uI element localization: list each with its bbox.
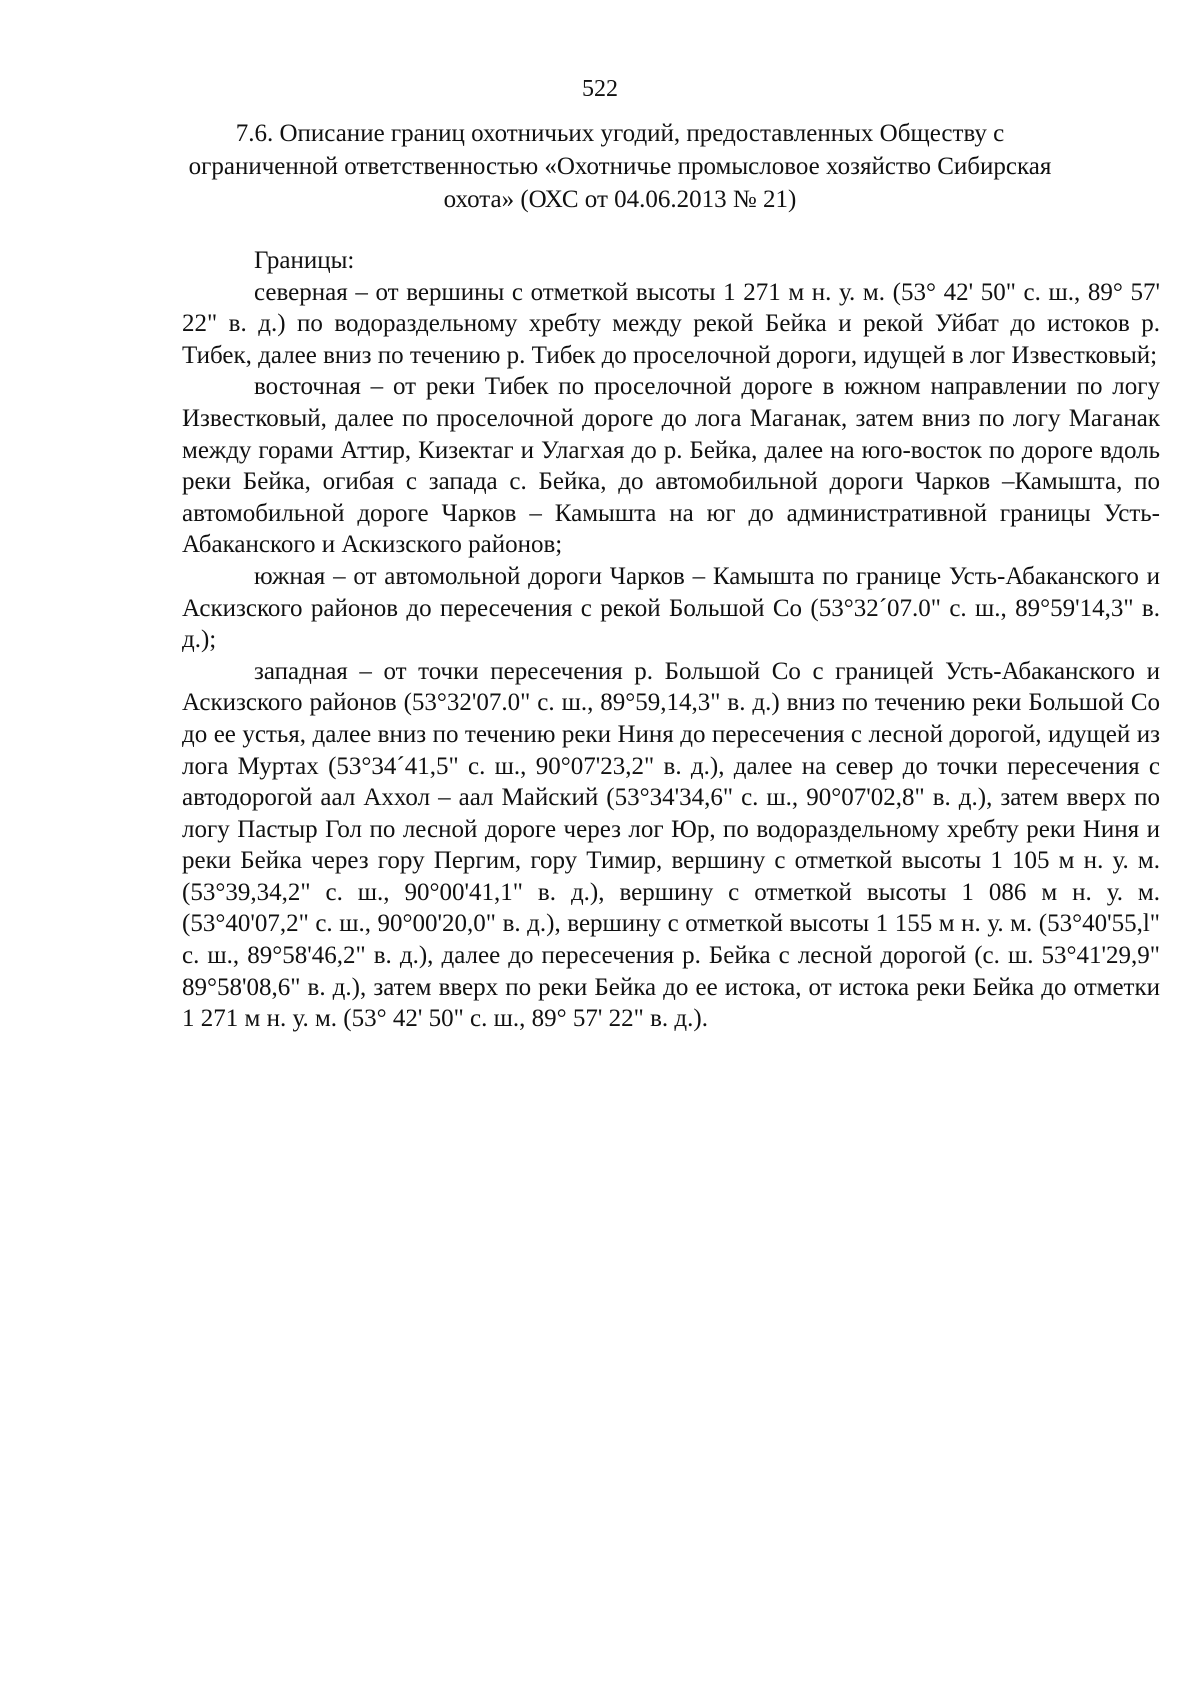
page-number: 522	[582, 76, 618, 102]
paragraph-south-boundary: южная – от автомольной дороги Чарков – Камышта по границе Усть-Абаканского и Аскизского районов до пересечения с рекой Большой Со (53°32´07.0" с. ш., 89°59'14,3" в. д.);	[182, 562, 1160, 654]
document-body	[182, 245, 1160, 1035]
heading-line-1: 7.6. Описание границ охотничьих угодий, предоставленных Обществу с	[235, 120, 1005, 147]
paragraph-east-boundary: восточная – от реки Тибек по проселочной дороге в южном направлении по логу Известковый, далее по проселочной дороге до лога Маганак, затем вниз по логу Маганак между горами Аттир, Кизектаг и Улагхая до р. Бейка, далее на юго-восток по дороге вдоль реки Бейка, огибая с запада с. Бейка, до автомобильной дороги Чарков –Камышта, по автомобильной дороге Чарков – Камышта на юг до административной границы Усть-Абаканского и Аскизского районов;	[182, 373, 1160, 559]
paragraph-north-boundary: северная – от вершины с отметкой высоты 1 271 м н. у. м. (53° 42' 50" с. ш., 89° 57' 22" в. д.) по водораздельному хребту между рекой Бейка и рекой Уйбат до истоков р. Тибек, далее вниз по течению р. Тибек до проселочной дороги, идущей в лог Известковый;	[182, 278, 1160, 369]
paragraph-west-boundary: западная – от точки пересечения р. Большой Со с границей Усть-Абаканского и Аскизского районов (53°32'07.0" с. ш., 89°59,14,3" в. д.) вниз по течению реки Большой Со до ее устья, далее вниз по течению реки Ниня до пересечения с лесной дорогой, идущей из лога Муртах (53°34´41,5" с. ш., 90°07'23,2" в. д.), далее на север до точки пересечения с автодорогой аал Аххол – аал Майский (53°34'34,6" с. ш., 90°07'02,8" в. д.), затем вверх по логу Пастыр Гол по лесной дороге через лог Юр, по водораздельному хребту реки Ниня и реки Бейка через гору Пергим, гору Тимир, вершину с отметкой высоты 1 105 м н. у. м.(53°39,34,2" с. ш., 90°00'41,1" в. д.), вершину с отметкой высоты 1 086 м н. у. м. (53°40'07,2" с. ш., 90°00'20,0" в. д.), вершину с отметкой высоты 1 155 м н. у. м. (53°40'55,l" с. ш., 89°58'46,2" в. д.), далее до пересечения р. Бейка с лесной дорогой (с. ш. 53°41'29,9" 89°58'08,6" в. д.), затем вверх по реки Бейка до ее истока, от истока реки Бейка до отметки 1 271 м н. у. м. (53° 42' 50" с. ш., 89° 57' 22" в. д.).	[182, 657, 1160, 1033]
heading-line-3: охота» (ОХС от 04.06.2013 № 21)	[443, 186, 797, 213]
heading-line-2: ограниченной ответственностью «Охотничье промысловое хозяйство Сибирская	[188, 153, 1052, 180]
boundaries-intro: Границы:	[254, 247, 355, 274]
section-heading	[160, 117, 1080, 216]
